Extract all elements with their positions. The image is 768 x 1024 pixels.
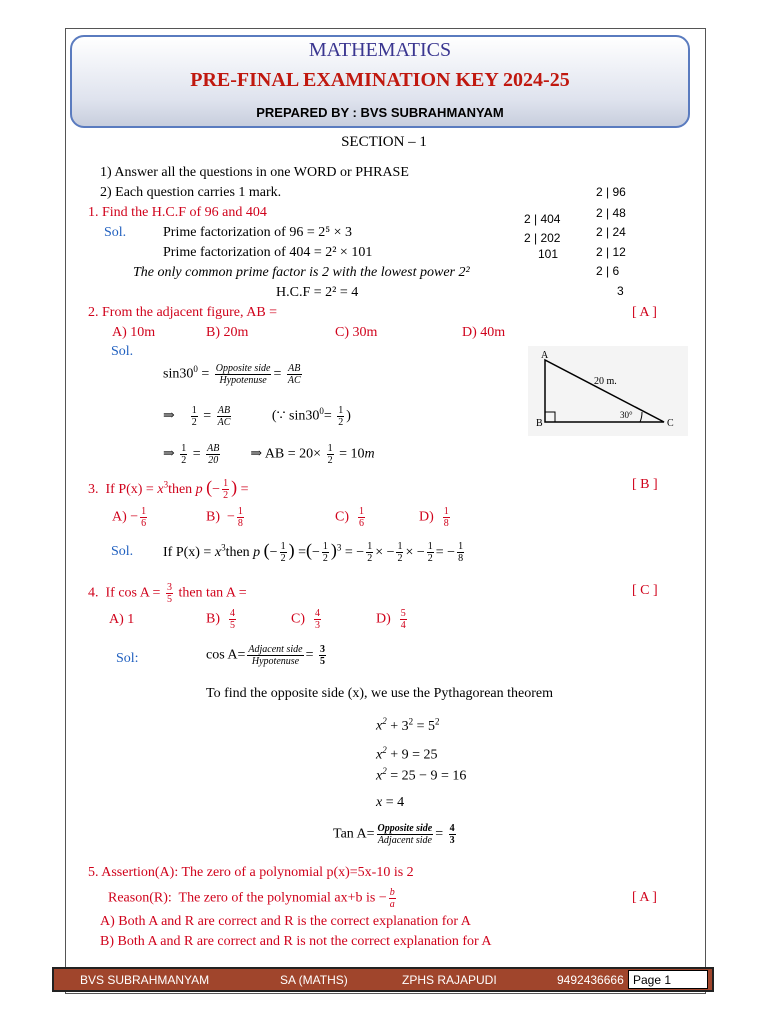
- q2-step3: ⇒ $\frac{1}{2}$ = $\frac{AB}{20}$ ⇒ AB = 20× $\frac{1}{2}$ = 10m: [163, 443, 375, 466]
- q3-sol-label: Sol.: [111, 544, 134, 559]
- q2-option-b: B) 20m: [206, 325, 249, 340]
- label-angle: 30°: [620, 410, 633, 420]
- section-title: SECTION – 1: [341, 134, 427, 150]
- instruction-2: 2) Each question carries 1 mark.: [100, 185, 282, 200]
- q1-line4: H.C.F = 2² = 4: [276, 285, 359, 300]
- div96-row: 2 | 96: [596, 185, 626, 199]
- div96-row: 3: [617, 284, 624, 298]
- page-number: Page 1: [633, 973, 672, 987]
- div404-row: 2 | 404: [524, 212, 561, 226]
- instruction-1: 1) Answer all the questions in one WORD or PHRASE: [100, 165, 409, 180]
- subject-title: MATHEMATICS: [308, 39, 452, 61]
- q4-option-b: B) $\frac{4}{5}$: [206, 608, 235, 631]
- q4-step3: $x^2 + 9 = 25$: [376, 745, 438, 763]
- q5-assertion: 5. Assertion(A): The zero of a polynomial p(x)=5x-10 is 2: [88, 865, 414, 880]
- q3-solution: If $P(x) = x^3then$ p (− $\frac{1}{2}$ ) =(− $\frac{1}{2}$ )$^3$ = − $\frac{1}{2}$ × − $\frac{1}{2}$ × − $\frac{1}{2}$ = − $\frac{1}{8}$: [163, 540, 464, 565]
- footer-bar: [52, 967, 714, 992]
- q4-step6: Tan A= $\frac{\text{Opposite side}}{\text{Adjacent side}}$ = $\frac{4}{3}$: [333, 823, 455, 846]
- q1-line1: Prime factorization of 96 = 2⁵ × 3: [163, 225, 353, 240]
- q5-reason: Reason(R): The zero of the polynomial ax+b is − $\frac{b}{a}$: [108, 887, 395, 910]
- q2-sol-label: Sol.: [111, 344, 134, 359]
- label-a: A: [541, 350, 549, 361]
- q4-step4: $x^2 = 25 - 9 = 16$: [376, 766, 467, 784]
- footer-phone: 9492436666: [557, 973, 624, 987]
- q3-option-d: D) $\frac{1}{8}$: [419, 506, 449, 529]
- q1-line2: Prime factorization of 404 = 2² × 101: [163, 245, 373, 260]
- label-hyp: 20 m.: [594, 376, 617, 387]
- q4-option-d: D) $\frac{5}{4}$: [376, 608, 406, 631]
- q4-step2: $x^2 + 3^2 = 5^2$: [376, 716, 440, 734]
- div404-row: 101: [538, 247, 559, 261]
- label-c: C: [667, 418, 674, 429]
- q4-answer: [ C ]: [632, 583, 658, 598]
- q2-option-d: D) 40m: [462, 325, 506, 340]
- q5-answer: [ A ]: [632, 890, 657, 905]
- q5-option-b: B) Both A and R are correct and R is not the correct explanation for A: [100, 934, 492, 949]
- header-banner: [70, 35, 690, 128]
- q4-step5: x = 4: [376, 795, 405, 810]
- div96-row: 2 | 24: [596, 225, 626, 239]
- q1-sol-label: Sol.: [104, 225, 127, 240]
- q4-step1: cos A= $\frac{\text{Adjacent side}}{\text{Hypotenuse}}$ = $\frac{3}{5}$: [206, 644, 325, 667]
- div96-row: 2 | 6: [596, 264, 620, 278]
- q1-question: 1. Find the H.C.F of 96 and 404: [88, 205, 267, 220]
- q3-answer: [ B ]: [632, 477, 658, 492]
- q5-option-a: A) Both A and R are correct and R is the correct explanation for A: [100, 914, 471, 929]
- q2-question: 2. From the adjacent figure, AB =: [88, 305, 278, 320]
- q3-option-b: B) − $\frac{1}{8}$: [206, 506, 243, 529]
- q2-option-a: A) 10m: [112, 325, 156, 340]
- q4-question: 4. If cos A = $\frac{3}{5}$ then tan A =: [88, 582, 247, 605]
- div96-row: 2 | 48: [596, 206, 626, 220]
- footer-author: BVS SUBRAHMANYAM: [80, 973, 210, 987]
- q2-step1: $\sin 30^0$ = $\frac{\text{Opposite side}}{\text{Hypotenuse}}$ = $\frac{AB}{AC}$: [163, 363, 301, 386]
- q1-line3: The only common prime factor is 2 with the lowest power 2²: [133, 265, 470, 280]
- exam-title: PRE-FINAL EXAMINATION KEY 2024-25: [190, 69, 570, 91]
- q4-sol-label: Sol:: [116, 651, 139, 666]
- q4-option-a: A) 1: [109, 612, 135, 627]
- prepared-by: PREPARED BY : BVS SUBRAHMANYAM: [256, 105, 504, 120]
- div96-row: 2 | 12: [596, 245, 626, 259]
- q2-option-c: C) 30m: [335, 325, 378, 340]
- q2-answer: [ A ]: [632, 305, 657, 320]
- q3-option-a: A) − $\frac{1}{6}$: [112, 506, 147, 529]
- q3-question: 3. If $P(x) = x^3then$ p (− $\frac{1}{2}$ ) =: [88, 477, 249, 502]
- footer-page-box: [628, 970, 708, 989]
- q4-pyth-text: To find the opposite side (x), we use the Pythagorean theorem: [206, 686, 553, 701]
- footer-role: SA (MATHS): [280, 973, 348, 987]
- q3-option-c: C) $\frac{1}{6}$: [335, 506, 364, 529]
- q2-step2: ⇒ $\frac{1}{2}$ = $\frac{AB}{AC}$ (∵ $\sin 30^0=$ $\frac{1}{2}$ ): [163, 405, 351, 428]
- div404-row: 2 | 202: [524, 231, 561, 245]
- label-b: B: [536, 418, 543, 429]
- triangle-figure: [528, 346, 688, 436]
- footer-school: ZPHS RAJAPUDI: [402, 973, 497, 987]
- q4-option-c: C) $\frac{4}{3}$: [291, 608, 320, 631]
